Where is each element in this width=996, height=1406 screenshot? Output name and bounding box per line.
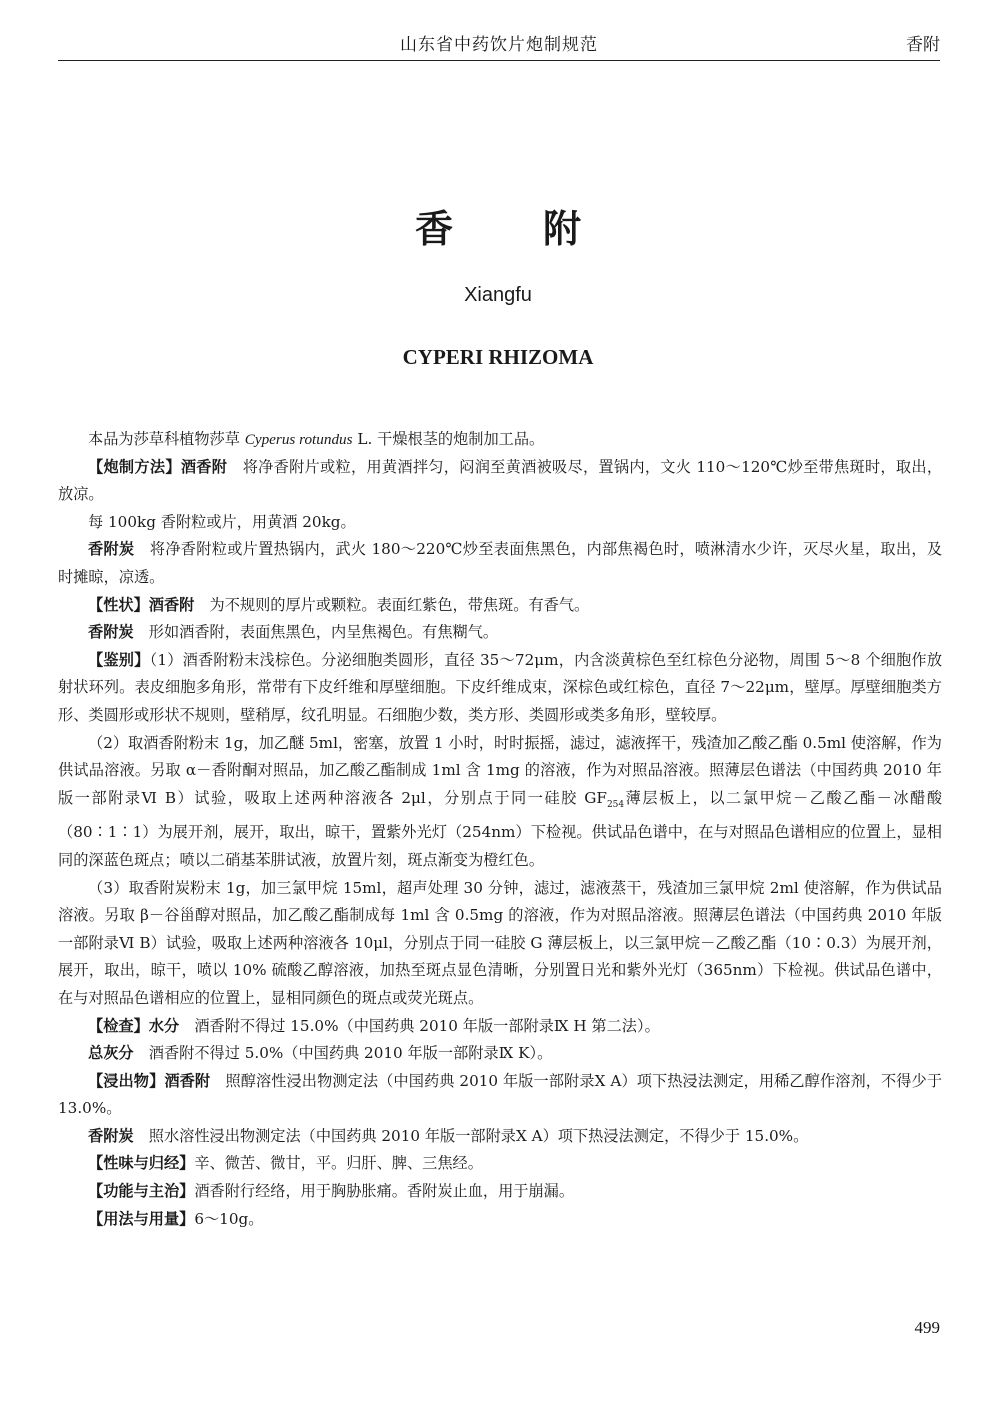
sub-label: 香附炭 (88, 623, 134, 642)
identification-paragraph-2: （2）取酒香附粉末 1g，加乙醚 5ml，密塞，放置 1 小时，时时振摇，滤过，滤液挥干，残渣加乙酸乙酯 0.5ml 使溶解，作为供试品溶液。另取 α－香附酮对照品，加乙酸乙酯制成 1ml 含 1mg 的溶液，作为对照品溶液。照薄层色谱法（中国药典 2010 年版一部附录Ⅵ B）试验，吸取上述两种溶液各 2μl，分别点于同一硅胶 $GF_{254}$薄层板上，以二氯甲烷－乙酸乙酯－冰醋酸（80∶1∶1）为展开剂，展开，取出，晾干，置紫外光灯（254nm）下检视。供试品色谱中，在与对照品色谱相应的位置上，显相同的深蓝色斑点；喷以二硝基苯肼试液，放置片刻，斑点渐变为橙红色。 (58, 733, 943, 869)
extract-charcoal: 香附炭 照水溶性浸出物测定法（中国药典 2010 年版一部附录Ⅹ A）项下热浸法测定，不得少于 15.0%。 (88, 1126, 809, 1145)
latin-species: Cyperus rotundus (244, 431, 353, 448)
character-charcoal: 香附炭 形如酒香附，表面焦黑色，内呈焦褐色。有焦糊气。 (88, 623, 499, 642)
book-title: 山东省中药饮片炮制规范 (400, 35, 598, 55)
section-label-processing: 【炮制方法】 (88, 457, 181, 476)
monograph-body (58, 426, 942, 1233)
sub-label: 酒香附 (148, 595, 195, 614)
processing-paragraph: 【炮制方法】酒香附 将净香附片或粒，用黄酒拌匀，闷润至黄酒被吸尽，置锅内，文火 110～120℃炒至带焦斑时，取出，放凉。 (58, 457, 943, 504)
page-title: 香附 (414, 207, 671, 251)
sub-label: 水分 (148, 1016, 180, 1035)
section-label-nature: 【性味与归经】 (88, 1154, 195, 1173)
sub-label: 香附炭 (88, 540, 135, 559)
section-label-function: 【功能与主治】 (88, 1182, 195, 1201)
intro-paragraph: 本品为莎草科植物莎草 Cyperus rotundus L. 干燥根茎的炮制加工品。 (88, 430, 545, 448)
section-label-character: 【性状】 (88, 595, 149, 614)
running-header (58, 28, 940, 61)
identification-paragraph-3: （3）取香附炭粉末 1g，加三氯甲烷 15ml，超声处理 30 分钟，滤过，滤液蒸干，残渣加三氯甲烷 2ml 使溶解，作为供试品溶液。另取 β－谷甾醇对照品，加乙酸乙酯制成每 1ml 含 0.5mg 的溶液，作为对照品溶液。照薄层色谱法（中国药典 2010 年版一部附录Ⅵ B）试验，吸取上述两种溶液各 10μl，分别点于同一硅胶 G 薄层板上，以三氯甲烷－乙酸乙酯（10∶0.3）为展开剂，展开，取出，晾干，喷以 10% 硫酸乙醇溶液，加热至斑点显色清晰，分别置日光和紫外光灯（365nm）下检视。供试品色谱中，在与对照品色谱相应的位置上，显相同颜色的斑点或荧光斑点。 (58, 878, 942, 1007)
section-label-identification: 【鉴别】 (88, 650, 150, 669)
latin-title: CYPERI RHIZOMA (402, 345, 594, 369)
inspection-ash: 总灰分 酒香附不得过 5.0%（中国药典 2010 年版一部附录Ⅸ K）。 (88, 1044, 553, 1063)
function-paragraph: 【功能与主治】酒香附行经络，用于胸胁胀痛。香附炭止血，用于崩漏。 (88, 1182, 574, 1201)
section-label-inspection: 【检查】 (88, 1016, 149, 1035)
sub-label: 香附炭 (88, 1126, 134, 1145)
extract-paragraph: 【浸出物】酒香附 照醇溶性浸出物测定法（中国药典 2010 年版一部附录Ⅹ A）项下热浸法测定，用稀乙醇作溶剂，不得少于 13.0%。 (58, 1071, 943, 1118)
character-paragraph: 【性状】酒香附 为不规则的厚片或颗粒。表面红紫色，带焦斑。有香气。 (88, 595, 590, 614)
sub-label: 酒香附 (164, 1071, 211, 1090)
section-label-extract: 【浸出物】 (88, 1071, 165, 1090)
processing-ratio: 每 100kg 香附粒或片，用黄酒 20kg。 (88, 512, 356, 531)
pinyin-title: Xiangfu (464, 284, 532, 306)
usage-paragraph: 【用法与用量】6～10g。 (88, 1209, 264, 1228)
nature-paragraph: 【性味与归经】辛、微苦、微甘，平。归肝、脾、三焦经。 (88, 1154, 483, 1173)
page-number: 499 (914, 1318, 940, 1337)
section-label-usage: 【用法与用量】 (88, 1209, 195, 1228)
inspection-paragraph: 【检查】水分 酒香附不得过 15.0%（中国药典 2010 年版一部附录Ⅸ H 第二法）。 (88, 1016, 660, 1035)
header-herb-name: 香附 (906, 35, 940, 55)
sub-label: 酒香附 (180, 457, 228, 476)
processing-charcoal: 香附炭 将净香附粒或片置热锅内，武火 180～220℃炒至表面焦黑色，内部焦褐色时，喷淋清水少许，灭尽火星，取出，及时摊晾，凉透。 (58, 540, 943, 586)
identification-paragraph-1: 【鉴别】（1）酒香附粉末浅棕色。分泌细胞类圆形，直径 35～72μm，内含淡黄棕色至红棕色分泌物，周围 5～8 个细胞作放射状环列。表皮细胞多角形，常带有下皮纤维和厚壁细胞。下皮纤维成束，深棕色或红棕色，直径 7～22μm，壁厚。厚壁细胞类方形、类圆形或形状不规则，壁稍厚，纹孔明显。石细胞少数，类方形、类圆形或类多角形，壁较厚。 (58, 650, 943, 724)
sub-label: 总灰分 (88, 1044, 134, 1063)
